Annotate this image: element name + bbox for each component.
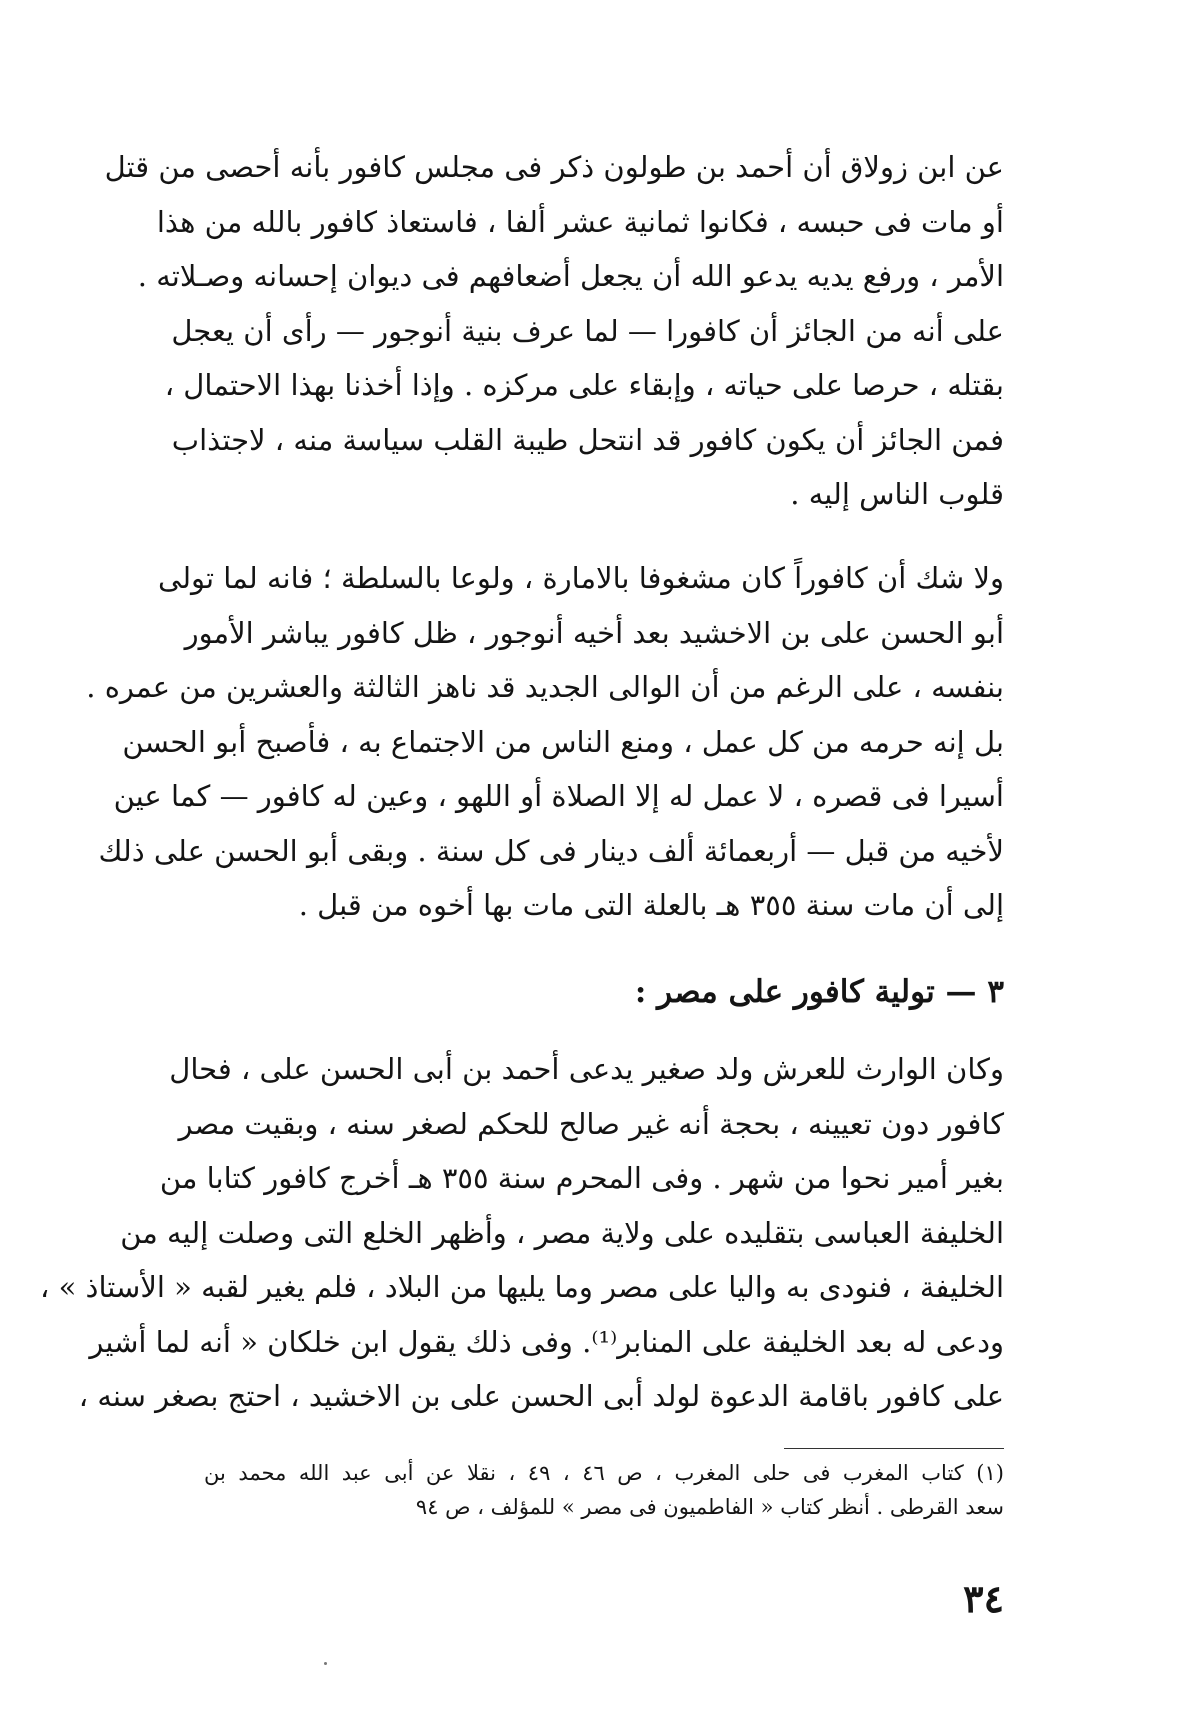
text-line: على أنه من الجائز أن كافورا — لما عرف بنية أنوجور — رأى أن يعجل: [171, 313, 1004, 348]
text-line: لأخيه من قبل — أربعمائة ألف دينار فى كل سنة . وبقى أبو الحسن على ذلك: [98, 833, 1004, 868]
text-line: ودعى له بعد الخليفة على المنابر⁽¹⁾. وفى ذلك يقول ابن خلكان « أنه لما أشير: [89, 1324, 1004, 1359]
paragraph-2: [86, 551, 1004, 933]
text-line: أسيرا فى قصره ، لا عمل له إلا الصلاة أو اللهو ، وعين له كافور — كما عين: [113, 779, 1004, 813]
text-line: وكان الوارث للعرش ولد صغير يدعى أحمد بن أبى الحسن على ، فحال: [169, 1052, 1004, 1086]
text-line: أو مات فى حبسه ، فكانوا ثمانية عشر ألفا ، فاستعاذ كافور بالله من هذا: [156, 204, 1004, 239]
scan-speck: [324, 1662, 327, 1665]
text-line: كافور دون تعيينه ، بحجة أنه غير صالح للحكم لصغر سنه ، وبقيت مصر: [178, 1106, 1004, 1141]
text-line: فمن الجائز أن يكون كافور قد انتحل طيبة القلب سياسة منه ، لاجتذاب: [171, 422, 1004, 457]
text-line: بل إنه حرمه من كل عمل ، ومنع الناس من الاجتماع به ، فأصبح أبو الحسن: [122, 724, 1004, 759]
text-line: الأمر ، ورفع يديه يدعو الله أن يجعل أضعافهم فى ديوان إحسانه وصـلاته .: [137, 259, 1004, 293]
footnote: [204, 1456, 1004, 1524]
text-line: بنفسه ، على الرغم من أن الوالى الجديد قد ناهز الثالثة والعشرين من عمره .: [86, 670, 1004, 704]
footnote-line: (١) كتاب المغرب فى حلى المغرب ، ص ٤٦ ، ٤٩ ، نقلا عن أبى عبد الله محمد بن: [204, 1461, 1004, 1485]
section-heading: ٣ — تولية كافور على مصر :: [634, 974, 1004, 1010]
text-line: بقتله ، حرصا على حياته ، وإبقاء على مركزه . وإذا أخذنا بهذا الاحتمال ،: [164, 368, 1004, 402]
text-line: الخليفة ، فنودى به واليا على مصر وما يليها من البلاد ، فلم يغير لقبه « الأستاذ » ،: [40, 1270, 1004, 1304]
text-line: إلى أن مات سنة ٣٥٥ هـ بالعلة التى مات بها أخوه من قبل .: [298, 888, 1004, 922]
footnote-divider: [784, 1448, 1004, 1449]
text-line: على كافور باقامة الدعوة لولد أبى الحسن على بن الاخشيد ، احتج بصغر سنه ،: [78, 1379, 1004, 1413]
text-line: ولا شك أن كافوراً كان مشغوفا بالامارة ، ولوعا بالسلطة ؛ فانه لما تولى: [158, 561, 1004, 595]
footnote-line: سعد القرطى . أنظر كتاب « الفاطميون فى مصر » للمؤلف ، ص ٩٤: [415, 1495, 1004, 1519]
text-line: بغير أمير نحوا من شهر . وفى المحرم سنة ٣٥٥ هـ أخرج كافور كتابا من: [159, 1161, 1004, 1195]
paragraph-1: [104, 140, 1004, 522]
page-number: ٣٤: [963, 1576, 1004, 1621]
text-line: قلوب الناس إليه .: [790, 477, 1004, 511]
text-line: عن ابن زولاق أن أحمد بن طولون ذكر فى مجلس كافور بأنه أحصى من قتل: [104, 150, 1004, 184]
text-line: أبو الحسن على بن الاخشيد بعد أخيه أنوجور ، ظل كافور يباشر الأمور: [184, 615, 1004, 650]
text-line: الخليفة العباسى بتقليده على ولاية مصر ، وأظهر الخلع التى وصلت إليه من: [120, 1215, 1004, 1250]
paragraph-3: [40, 1042, 1004, 1424]
